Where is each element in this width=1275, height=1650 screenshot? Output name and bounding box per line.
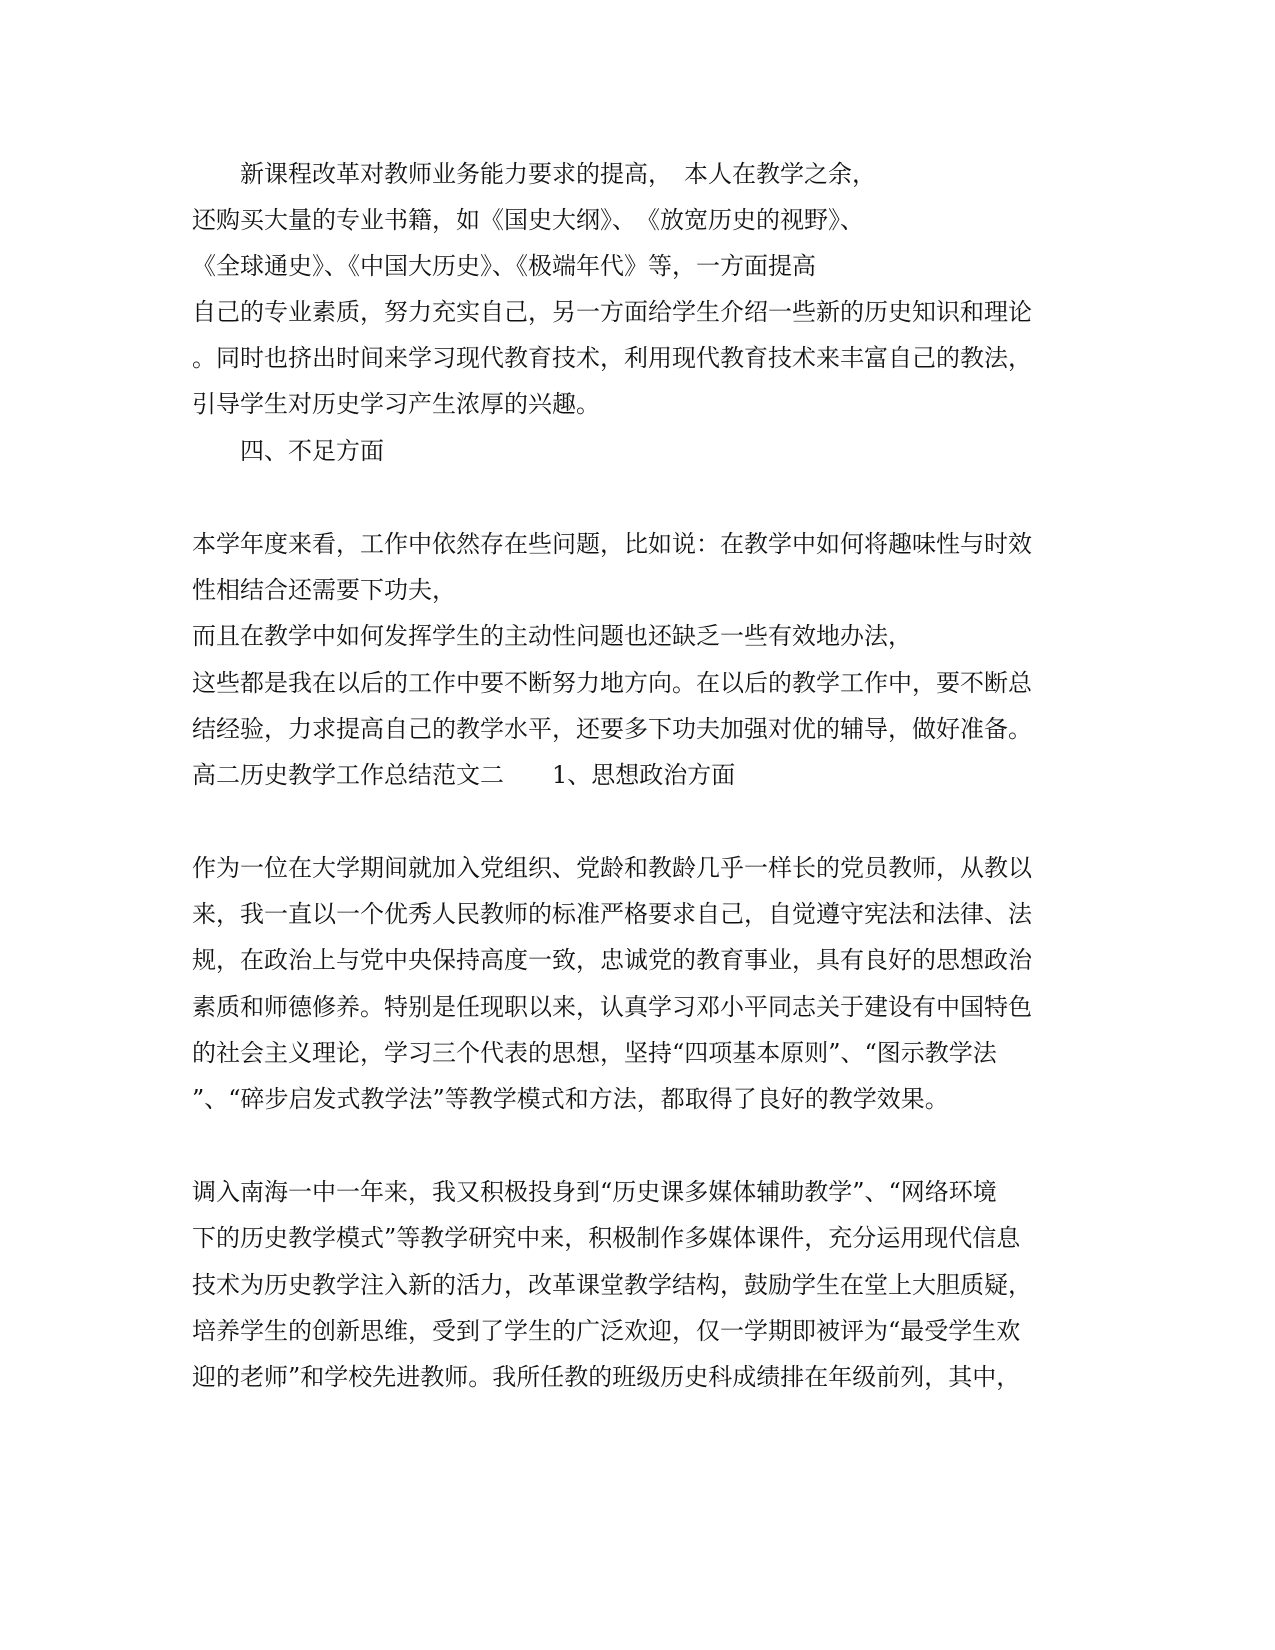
paragraph-line: 自己的专业素质，努力充实自己，另一方面给学生介绍一些新的历史知识和理论: [192, 298, 1032, 326]
paragraph-line: 的社会主义理论，学习三个代表的思想，坚持“四项基本原则”、“图示教学法: [192, 1039, 997, 1067]
paragraph-line: 技术为历史教学注入新的活力，改革课堂教学结构，鼓励学生在堂上大胆质疑，: [192, 1271, 1032, 1299]
paragraph-line: 素质和师德修养。特别是任现职以来，认真学习邓小平同志关于建设有中国特色: [192, 993, 1032, 1021]
paragraph-line: 这些都是我在以后的工作中要不断努力地方向。在以后的教学工作中，要不断总: [192, 669, 1032, 697]
paragraph-line: 。同时也挤出时间来学习现代教育技术，利用现代教育技术来丰富自己的教法，: [192, 344, 1032, 372]
paragraph-line: 新课程改革对教师业务能力要求的提高， 本人在教学之余，: [240, 160, 876, 188]
section-heading: 四、不足方面: [240, 437, 384, 465]
paragraph-line: 下的历史教学模式”等教学研究中来，积极制作多媒体课件，充分运用现代信息: [192, 1224, 1021, 1252]
paragraph-line: 性相结合还需要下功夫，: [192, 576, 456, 604]
paragraph-line: 《全球通史》、《中国大历史》、《极端年代》等，一方面提高: [192, 252, 816, 280]
paragraph-line: 培养学生的创新思维，受到了学生的广泛欢迎，仅一学期即被评为“最受学生欢: [192, 1317, 1021, 1345]
paragraph-line: 作为一位在大学期间就加入党组织、党龄和教龄几乎一样长的党员教师，从教以: [192, 854, 1032, 882]
paragraph-line: 而且在教学中如何发挥学生的主动性问题也还缺乏一些有效地办法，: [192, 622, 912, 650]
paragraph-line: 引导学生对历史学习产生浓厚的兴趣。: [192, 390, 600, 418]
paragraph-line: 迎的老师”和学校先进教师。我所任教的班级历史科成绩排在年级前列，其中，: [192, 1363, 1021, 1391]
paragraph-line: 本学年度来看，工作中依然存在些问题，比如说：在教学中如何将趣味性与时效: [192, 530, 1032, 558]
paragraph-line: 还购买大量的专业书籍，如《国史大纲》、 《放宽历史的视野》、: [192, 206, 864, 234]
paragraph-line: 调入南海一中一年来，我又积极投身到“历史课多媒体辅助教学”、“网络环境: [192, 1178, 997, 1206]
paragraph-line: ”、“碎步启发式教学法”等教学模式和方法，都取得了良好的教学效果。: [192, 1085, 949, 1113]
paragraph-line: 来，我一直以一个优秀人民教师的标准严格要求自己，自觉遵守宪法和法律、法: [192, 900, 1032, 928]
paragraph-line: 结经验，力求提高自己的教学水平，还要多下功夫加强对优的辅导，做好准备。: [192, 715, 1032, 743]
section-heading: 高二历史教学工作总结范文二 1、思想政治方面: [192, 761, 736, 789]
paragraph-line: 规，在政治上与党中央保持高度一致，忠诚党的教育事业，具有良好的思想政治: [192, 946, 1032, 974]
